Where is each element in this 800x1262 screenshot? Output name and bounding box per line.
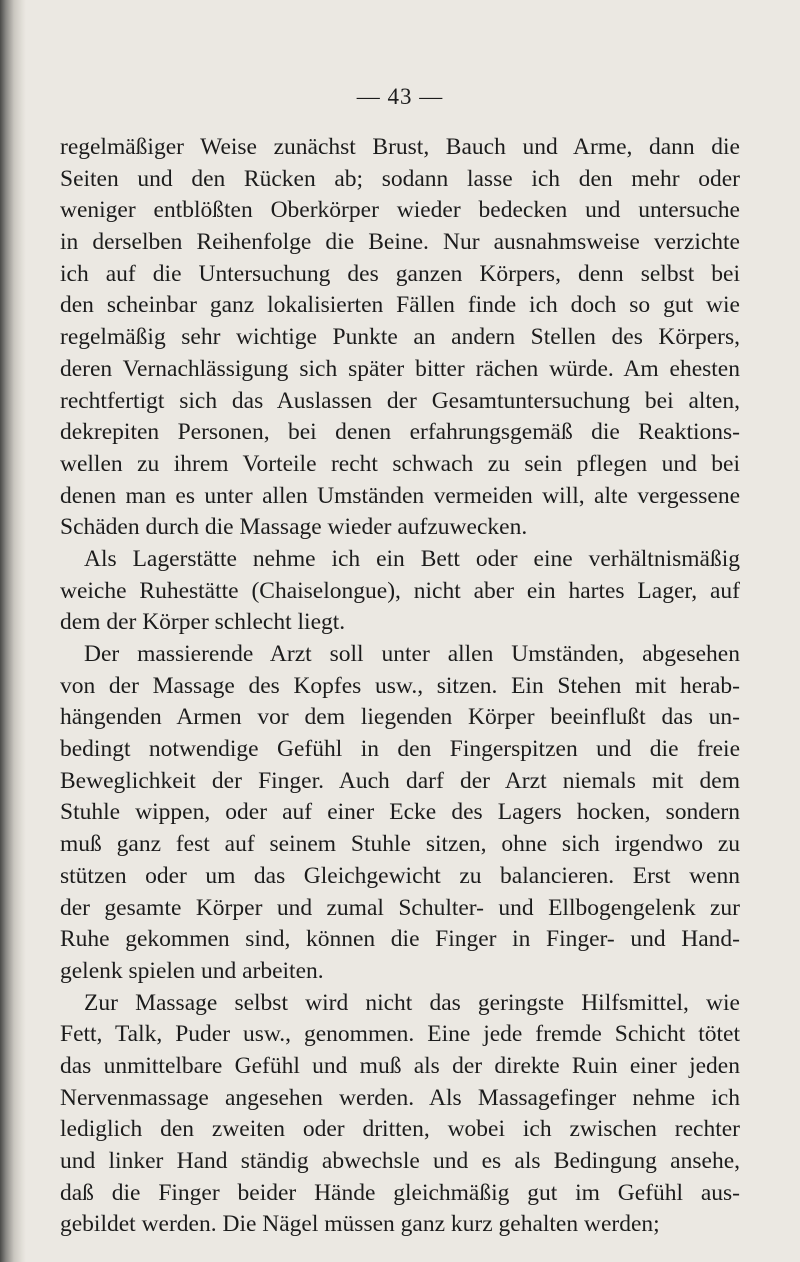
text-line: weiche Ruhestätte (Chaiselongue), nicht aber ein hartes Lager, auf [60, 577, 740, 604]
text-line: Fett, Talk, Puder usw., genommen. Eine jede fremde Schicht tötet [60, 1021, 740, 1048]
text-line: regelmäßiger Weise zunächst Brust, Bauch und Arme, dann die [60, 134, 740, 160]
text-line: der gesamte Körper und zumal Schulter- und Ellbogengelenk zur [60, 894, 740, 921]
text-line: wellen zu ihrem Vorteile recht schwach zu sein pflegen und bei [60, 450, 740, 477]
text-line: regelmäßig sehr wichtige Punkte an andern Stellen des Körpers, [60, 324, 740, 351]
text-line: Stuhle wippen, oder auf einer Ecke des Lagers hocken, sondern [60, 799, 740, 826]
text-line: Nervenmassage angesehen werden. Als Massagefinger nehme ich [60, 1084, 740, 1111]
text-line: hängenden Armen vor dem liegenden Körper beeinflußt das un- [60, 704, 740, 731]
text-line: das unmittelbare Gefühl und muß als der direkte Ruin einer jeden [60, 1052, 740, 1079]
text-line: lediglich den zweiten oder dritten, wobei ich zwischen rechter [60, 1116, 740, 1143]
paragraph [60, 544, 740, 639]
text-line: Beweglichkeit der Finger. Auch darf der Arzt niemals mit dem [60, 767, 740, 794]
text-line: denen man es unter allen Umständen vermeiden will, alte vergessene [60, 482, 740, 509]
text-line: stützen oder um das Gleichgewicht zu balancieren. Erst wenn [60, 862, 740, 889]
text-line: daß die Finger beider Hände gleichmäßig gut im Gefühl aus- [60, 1179, 740, 1206]
text-line: Seiten und den Rücken ab; sodann lasse ich den mehr oder [60, 165, 740, 192]
text-line: Schäden durch die Massage wieder aufzuwecken. [60, 514, 528, 541]
text-line: den scheinbar ganz lokalisierten Fällen finde ich doch so gut wie [60, 292, 740, 319]
text-line: in derselben Reihenfolge die Beine. Nur ausnahmsweise verzichte [60, 229, 740, 256]
text-line: weniger entblößten Oberkörper wieder bedecken und untersuche [60, 197, 740, 224]
text-line: ich auf die Untersuchung des ganzen Körpers, denn selbst bei [60, 260, 740, 287]
text-line: Zur Massage selbst wird nicht das geringste Hilfsmittel, wie [84, 989, 740, 1016]
paragraph [60, 988, 740, 1242]
book-binding-shadow [0, 0, 26, 1262]
text-line: Ruhe gekommen sind, können die Finger in Finger- und Hand- [60, 926, 740, 953]
text-line: rechtfertigt sich das Auslassen der Gesamtuntersuchung bei alten, [60, 387, 740, 414]
page-number: — 43 — [356, 84, 444, 109]
paragraph [60, 132, 740, 544]
text-line: deren Vernachlässigung sich später bitter rächen würde. Am ehesten [60, 355, 740, 382]
body-text [60, 132, 740, 1241]
text-line: Der massierende Arzt soll unter allen Umständen, abgesehen [84, 641, 740, 667]
text-line: von der Massage des Kopfes usw., sitzen. Ein Stehen mit herab- [60, 672, 740, 699]
text-line: gebildet werden. Die Nägel müssen ganz kurz gehalten werden; [60, 1211, 660, 1238]
text-line: dem der Körper schlecht liegt. [60, 609, 346, 636]
text-line: dekrepiten Personen, bei denen erfahrungsgemäß die Reaktions- [60, 419, 740, 446]
text-line: bedingt notwendige Gefühl in den Fingerspitzen und die freie [60, 736, 740, 763]
text-line: gelenk spielen und arbeiten. [60, 957, 324, 984]
text-line: und linker Hand ständig abwechsle und es als Bedingung ansehe, [60, 1148, 740, 1174]
book-page [60, 82, 740, 1241]
text-line: muß ganz fest auf seinem Stuhle sitzen, ohne sich irgendwo zu [60, 831, 740, 858]
paragraph [60, 639, 740, 988]
text-line: Als Lagerstätte nehme ich ein Bett oder eine verhältnismäßig [84, 545, 740, 572]
